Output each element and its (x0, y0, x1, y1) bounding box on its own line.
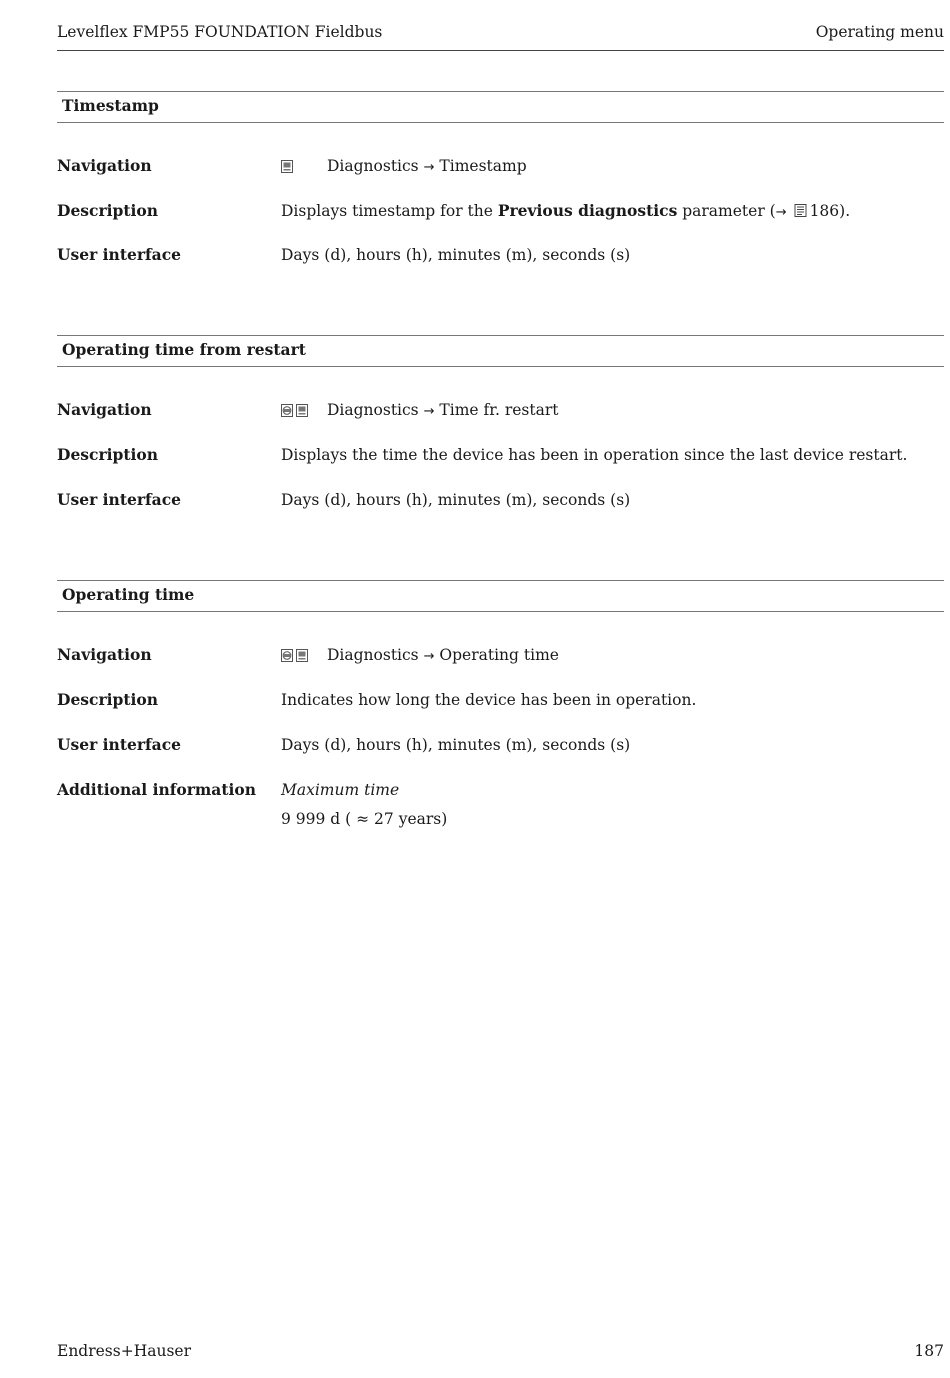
description-suffix: parameter ( (677, 202, 776, 220)
section-title: Operating time (57, 580, 944, 612)
navigation-value (281, 156, 527, 178)
section-title: Timestamp (57, 91, 944, 123)
navigation-label: Navigation (57, 400, 152, 419)
page-ref-arrow: → (775, 205, 787, 220)
display-module-icon (281, 160, 293, 173)
nav-icons (281, 155, 327, 175)
nav-icons (281, 644, 327, 664)
nav-path: Diagnostics (327, 401, 419, 419)
nav-arrow: → (423, 404, 435, 419)
expert-icon (281, 404, 293, 417)
nav-target: Timestamp (439, 157, 527, 175)
nav-icons (281, 399, 327, 419)
navigation-label: Navigation (57, 156, 152, 175)
user-interface-label: User interface (57, 490, 182, 509)
description-value (281, 201, 850, 223)
nav-arrow: → (423, 649, 435, 664)
additional-info-value: 9 999 d ( ≈ 27 years) (281, 810, 448, 828)
description-close: ). (839, 202, 851, 220)
description-label: Description (57, 445, 159, 464)
description-label: Description (57, 690, 159, 709)
header-chapter-title: Operating menu (815, 23, 944, 41)
user-interface-value: Days (d), hours (h), minutes (m), seconds (s) (281, 246, 631, 264)
user-interface-value: Days (d), hours (h), minutes (m), seconds (s) (281, 491, 631, 509)
navigation-label: Navigation (57, 645, 152, 664)
nav-target: Time fr. restart (439, 401, 559, 419)
nav-target: Operating time (439, 646, 559, 664)
user-interface-label: User interface (57, 245, 182, 264)
page-header (57, 20, 944, 51)
user-interface-label: User interface (57, 735, 182, 754)
expert-icon (281, 649, 293, 662)
header-product-title: Levelflex FMP55 FOUNDATION Fieldbus (57, 23, 383, 41)
description-value: Displays the time the device has been in operation since the last device restart. (281, 446, 908, 464)
section-timestamp (57, 91, 944, 264)
section-operating-time (57, 580, 944, 828)
nav-path: Diagnostics (327, 157, 419, 175)
footer-company: Endress+Hauser (57, 1342, 191, 1360)
description-prefix: Displays timestamp for the (281, 202, 498, 220)
display-module-icon (296, 649, 308, 662)
description-label: Description (57, 201, 159, 220)
page-reference-icon (794, 204, 808, 217)
additional-information-label: Additional information (57, 780, 257, 799)
additional-information-value (281, 780, 447, 829)
navigation-value (281, 645, 559, 667)
page-ref-number[interactable]: 186 (809, 202, 840, 220)
additional-info-heading: Maximum time (281, 781, 400, 799)
navigation-value (281, 400, 558, 422)
description-value: Indicates how long the device has been in operation. (281, 691, 697, 709)
user-interface-value: Days (d), hours (h), minutes (m), seconds (s) (281, 736, 631, 754)
display-module-icon (296, 404, 308, 417)
section-title: Operating time from restart (57, 335, 944, 367)
nav-arrow: → (423, 160, 435, 175)
page-number: 187 (914, 1342, 944, 1360)
parameter-link[interactable]: Previous diagnostics (497, 201, 678, 220)
section-operating-time-from-restart (57, 335, 944, 509)
nav-path: Diagnostics (327, 646, 419, 664)
